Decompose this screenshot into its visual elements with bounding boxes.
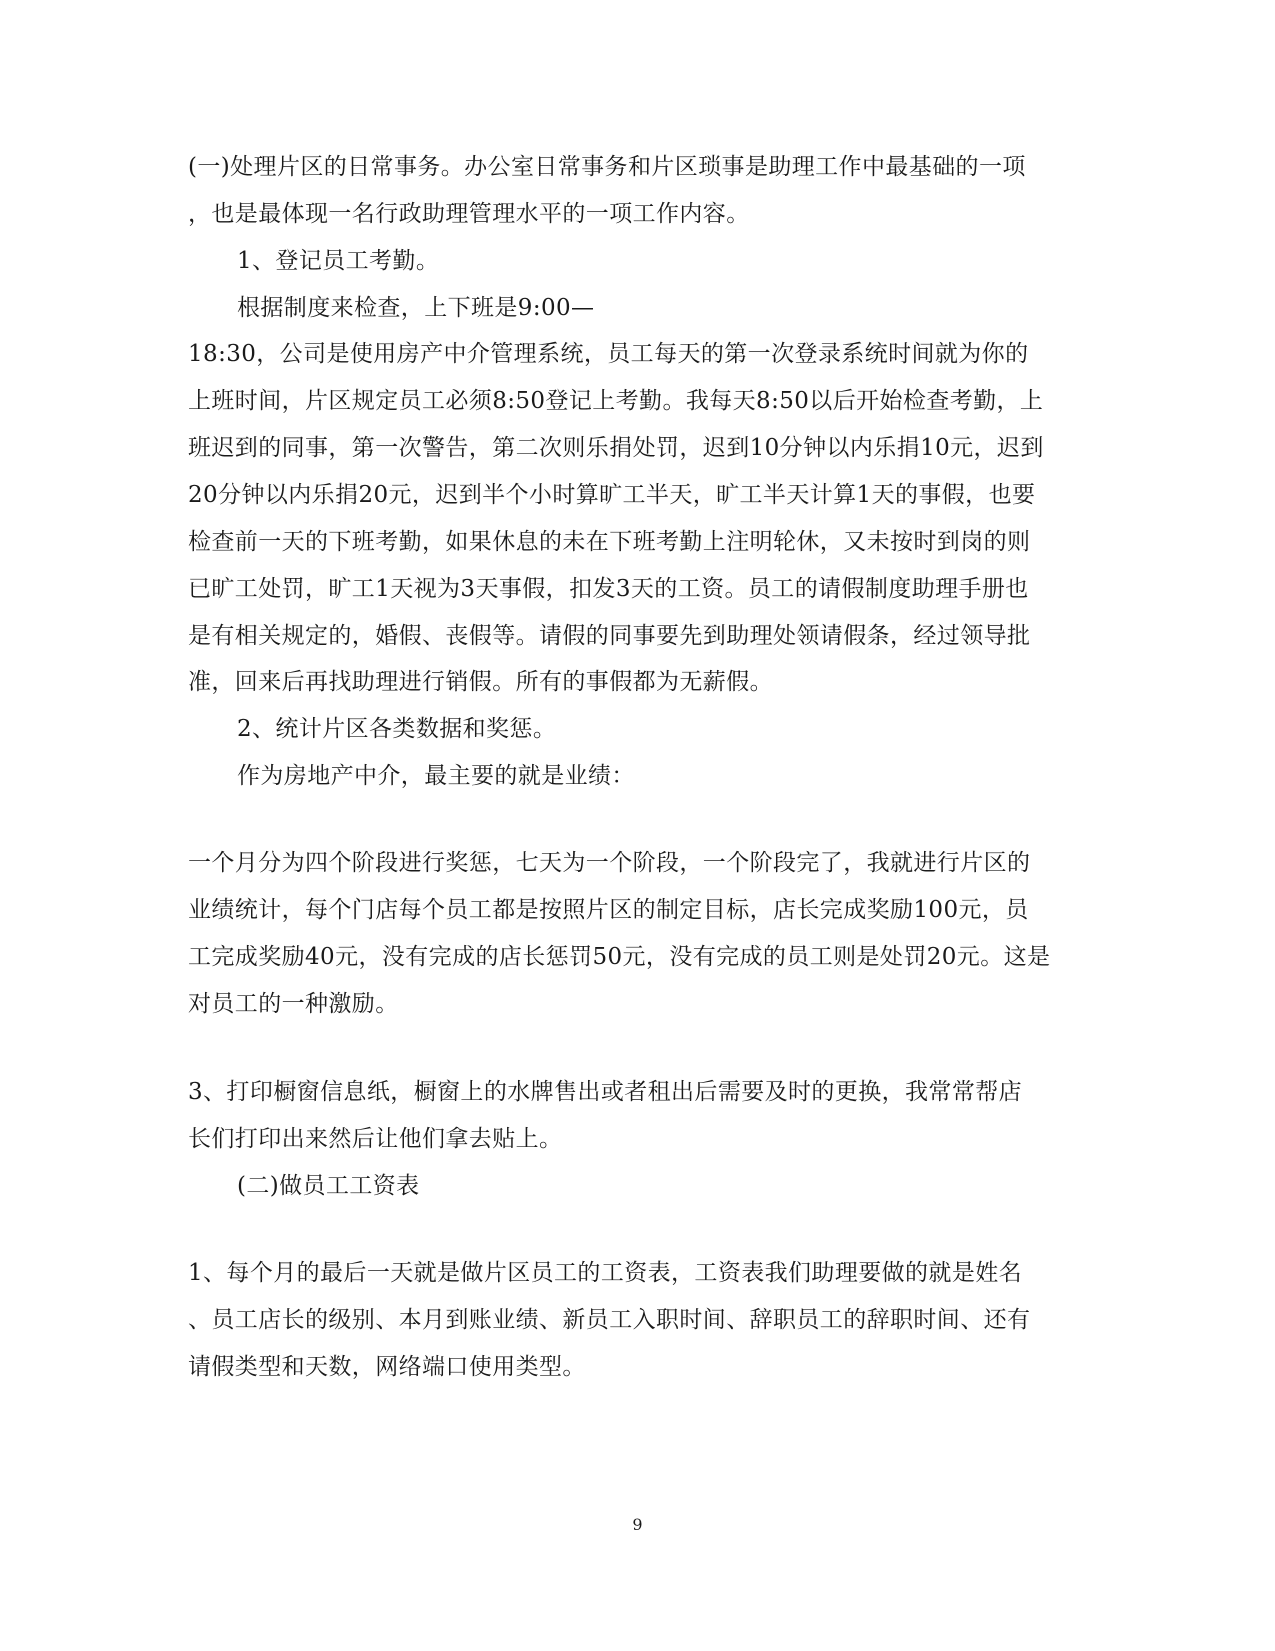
text-line: 20分钟以内乐捐20元，迟到半个小时算旷工半天，旷工半天计算1天的事假，也要 [188,482,1036,508]
text-line: 是有相关规定的，婚假、丧假等。请假的同事要先到助理处领请假条，经过领导批 [188,623,1031,649]
page-number: 9 [632,1515,643,1534]
text-line: 业绩统计，每个门店每个员工都是按照片区的制定目标，店长完成奖励100元，员 [188,897,1029,923]
text-line: ，也是最体现一名行政助理管理水平的一项工作内容。 [188,201,750,227]
text-line: 3、打印橱窗信息纸，橱窗上的水牌售出或者租出后需要及时的更换，我常常帮店 [188,1079,1023,1105]
text-line: (二)做员工工资表 [237,1173,420,1199]
text-line: 一个月分为四个阶段进行奖惩，七天为一个阶段，一个阶段完了，我就进行片区的 [188,850,1031,876]
text-line: 根据制度来检查，上下班是9:00— [237,295,595,321]
text-line: (一)处理片区的日常事务。办公室日常事务和片区琐事是助理工作中最基础的一项 [188,154,1026,180]
text-line: 1、每个月的最后一天就是做片区员工的工资表，工资表我们助理要做的就是姓名 [188,1260,1023,1286]
text-line: 长们打印出来然后让他们拿去贴上。 [188,1126,563,1152]
text-line: 18:30，公司是使用房产中介管理系统，员工每天的第一次登录系统时间就为你的 [188,341,1029,367]
text-line: 工完成奖励40元，没有完成的店长惩罚50元，没有完成的员工则是处罚20元。这是 [188,944,1051,970]
text-line: 1、登记员工考勤。 [237,248,440,274]
text-line: 已旷工处罚，旷工1天视为3天事假，扣发3天的工资。员工的请假制度助理手册也 [188,576,1029,602]
text-line: 上班时间，片区规定员工必须8:50登记上考勤。我每天8:50以后开始检查考勤，上 [188,388,1044,414]
text-line: 准，回来后再找助理进行销假。所有的事假都为无薪假。 [188,669,773,695]
text-line: 检查前一天的下班考勤，如果休息的未在下班考勤上注明轮休，又未按时到岗的则 [188,529,1031,555]
text-line: 班迟到的同事，第一次警告，第二次则乐捐处罚，迟到10分钟以内乐捐10元，迟到 [188,435,1044,461]
text-line: 2、统计片区各类数据和奖惩。 [237,716,557,742]
text-line: 作为房地产中介，最主要的就是业绩： [237,763,635,789]
text-line: 对员工的一种激励。 [188,991,399,1017]
text-line: 、员工店长的级别、本月到账业绩、新员工入职时间、辞职员工的辞职时间、还有 [188,1307,1031,1333]
text-line: 请假类型和天数，网络端口使用类型。 [188,1354,586,1380]
